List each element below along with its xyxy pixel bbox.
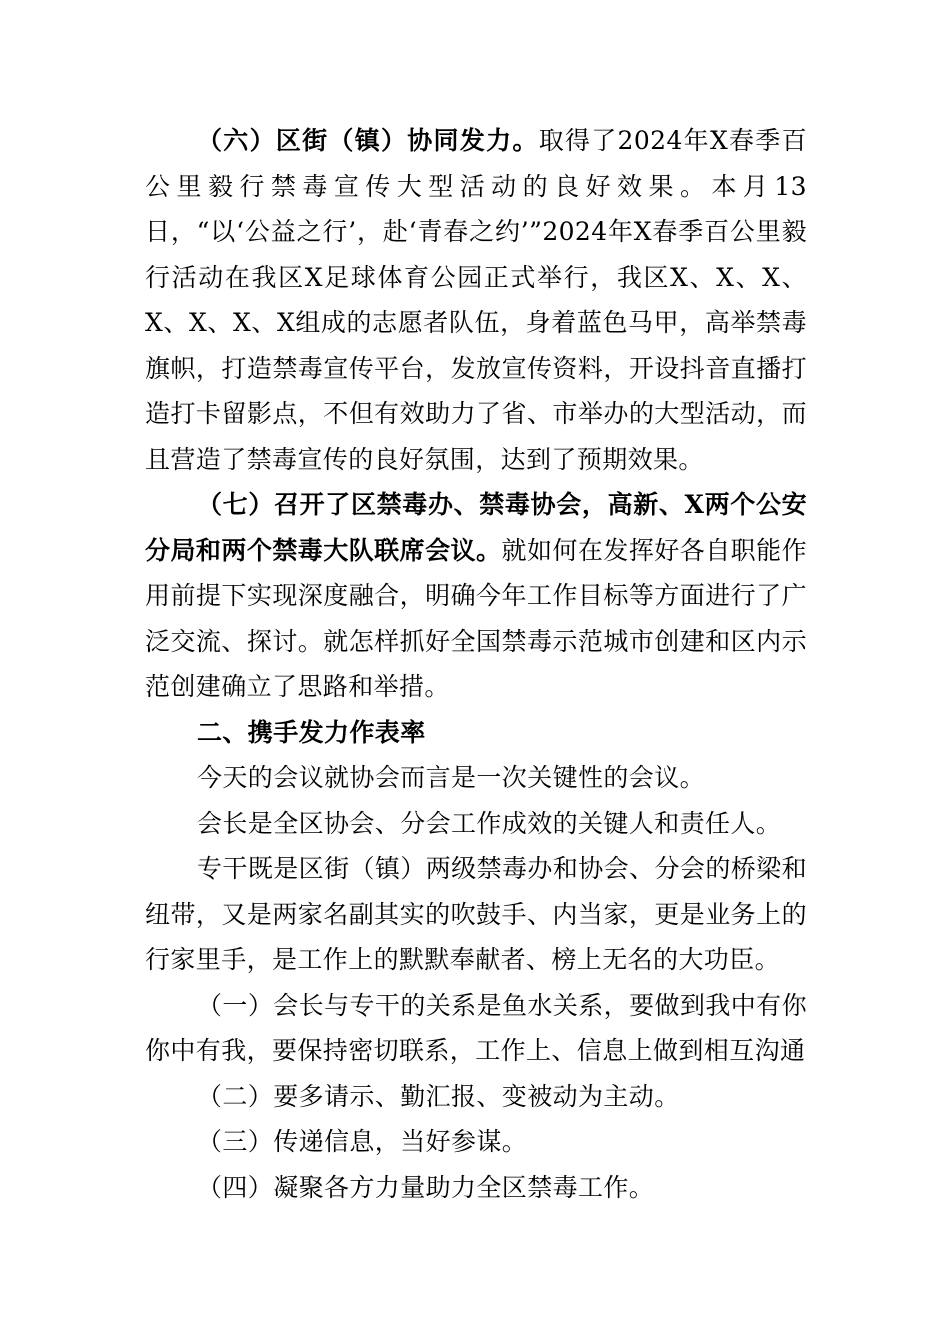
body-line-staff: 专干既是区街（镇）两级禁毒办和协会、分会的桥梁和纽带，又是两家名副其实的吹鼓手、内当家，更是业务上的行家里手，是工作上的默默奉献者、榜上无名的大功臣。 <box>145 854 807 974</box>
body-line-item-three: （三）传递信息，当好参谋。 <box>197 1127 528 1156</box>
body-line-item-four: （四）凝聚各方力量助力全区禁毒工作。 <box>197 1172 655 1202</box>
paragraph-seven <box>145 482 807 710</box>
paragraph-six-lead: （六）区街（镇）协同发力。 <box>197 126 539 155</box>
document-body <box>145 118 807 1210</box>
body-line-item-two: （二）要多请示、勤汇报、变被动为主动。 <box>197 1081 680 1111</box>
paragraph-six-text: 取得了2024年X春季百公里毅行禁毒宣传大型活动的良好效果。本月13日，“以‘公益之行’，赴‘青春之约’”2024年X春季百公里毅行活动在我区X足球体育公园正式举行，我区X、X、X、X、X、X、X组成的志愿者队伍，身着蓝色马甲，高举禁毒旗帜，打造禁毒宣传平台，发放宣传资料，开设抖音直播打造打卡留影点，不但有效助力了省、市举办的大型活动，而且营造了禁毒宣传的良好氛围，达到了预期效果。 <box>145 126 807 474</box>
paragraph-six <box>145 118 807 482</box>
body-line-president: 会长是全区协会、分会工作成效的关键人和责任人。 <box>197 808 782 838</box>
body-line-item-one: （一）会长与专干的关系是鱼水关系，要做到我中有你你中有我，要保持密切联系，工作上、信息上做到相互沟通 <box>145 990 807 1065</box>
paragraph-seven-lead: （七）召开了区禁毒办、禁毒协会，高新、X两个公安分局和两个禁毒大队联席会议。 <box>145 490 807 565</box>
paragraph-seven-text: 就如何在发挥好各自职能作用前提下实现深度融合，明确今年工作目标等方面进行了广泛交流、探讨。就怎样抓好全国禁毒示范城市创建和区内示范创建确立了思路和举措。 <box>145 535 807 701</box>
section-heading: 二、携手发力作表率 <box>197 717 426 747</box>
body-line-meeting: 今天的会议就协会而言是一次关键性的会议。 <box>197 763 706 792</box>
